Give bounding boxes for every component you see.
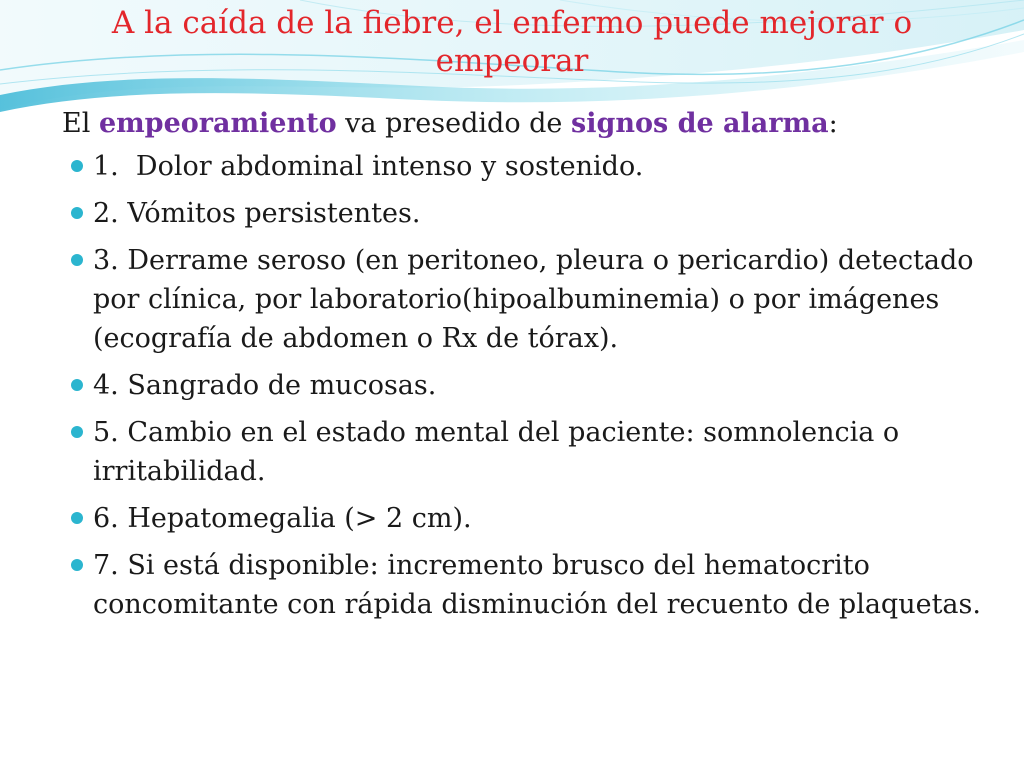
slide-title: A la caída de la fiebre, el enfermo puede mejorar o empeorar [111,5,913,79]
list-item [62,241,982,358]
list-item [62,194,982,233]
bullet-icon [71,426,83,438]
highlight-empeoramiento: empeoramiento [98,108,337,139]
list-item-text: 2. Vómitos persistentes. [93,198,421,229]
warning-signs-list [62,147,982,624]
intro-line [62,104,982,143]
bullet-icon [71,160,83,172]
highlight-signos-de-alarma: signos de alarma [571,108,829,139]
bullet-icon [71,559,83,571]
list-item-text: 5. Cambio en el estado mental del paciente: somnolencia o irritabilidad. [93,417,900,487]
intro-suffix: : [828,108,838,139]
list-item-text: 3. Derrame seroso (en peritoneo, pleura o pericardio) detectado por clínica, por laboratorio(hipoalbuminemia) o por imágenes (ecografía de abdomen o Rx de tórax). [93,245,974,354]
list-item [62,147,982,186]
bullet-icon [71,512,83,524]
bullet-icon [71,254,83,266]
bullet-icon [71,207,83,219]
slide-body [62,104,982,632]
list-item [62,413,982,491]
list-item-text: 4. Sangrado de mucosas. [93,370,437,401]
list-item-text: 6. Hepatomegalia (> 2 cm). [93,503,472,534]
list-item-text: 7. Si está disponible: incremento brusco del hematocrito concomitante con rápida disminución del recuento de plaquetas. [93,550,981,620]
list-item [62,366,982,405]
list-item [62,499,982,538]
intro-prefix: El [62,108,99,139]
bullet-icon [71,379,83,391]
list-item-text: 1. Dolor abdominal intenso y sostenido. [93,151,644,182]
intro-middle: va presedido de [336,108,571,139]
list-item [62,546,982,624]
